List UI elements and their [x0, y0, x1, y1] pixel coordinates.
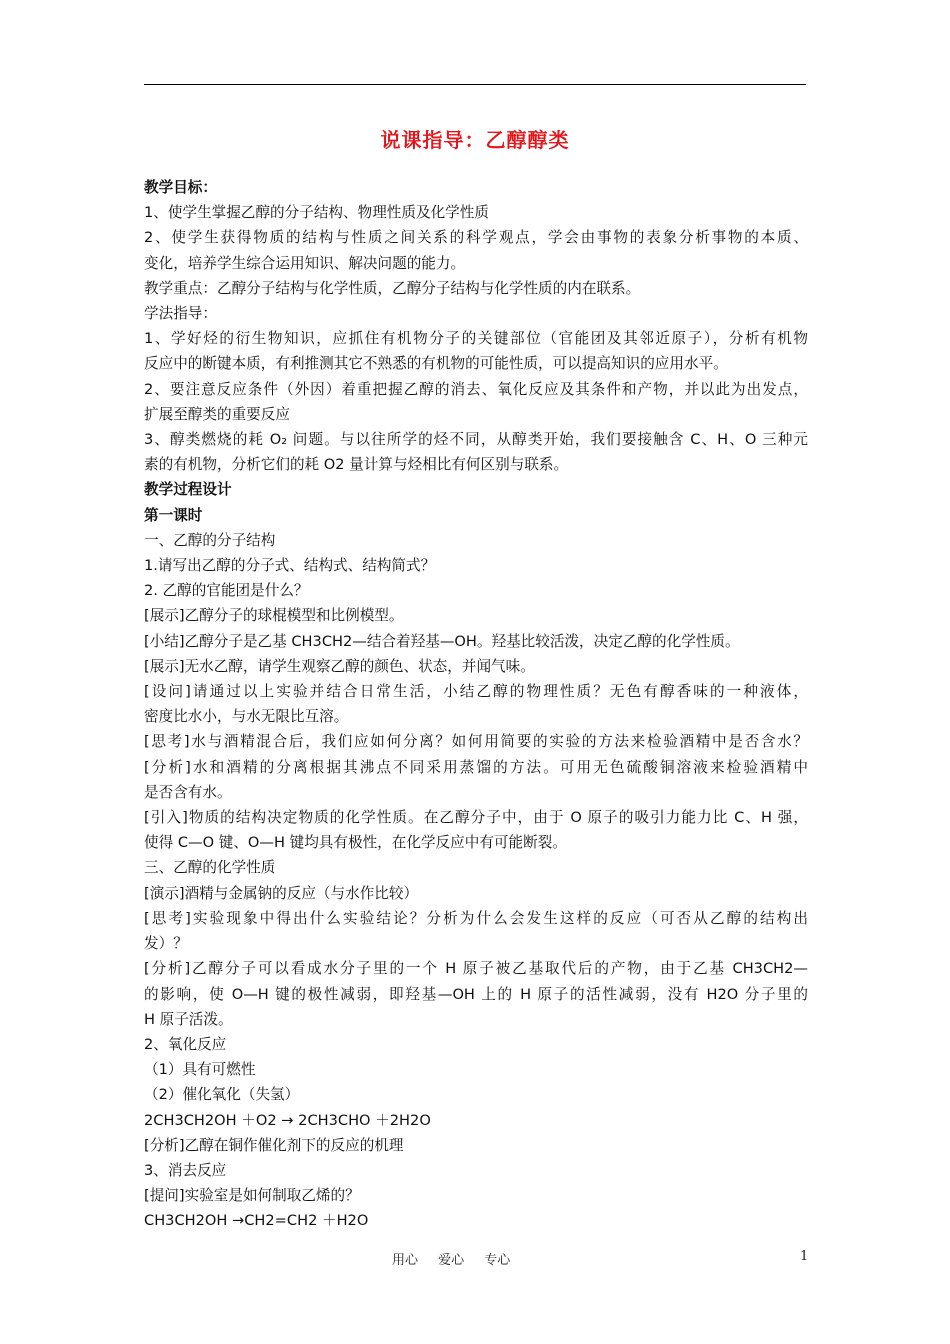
- text-line: [引入]物质的结构决定物质的化学性质。在乙醇分子中，由于 O 原子的吸引力能力比 C、H 强，: [144, 809, 808, 827]
- text-line: （2）催化氧化（失氢）: [144, 1086, 300, 1104]
- text-line: 2. 乙醇的官能团是什么？: [144, 582, 309, 600]
- text-line: [分析]水和酒精的分离根据其沸点不同采用蒸馏的方法。可用无色硫酸铜溶液来检验酒精中: [144, 758, 808, 776]
- text-line: [分析]乙醇在铜作催化剂下的反应的机理: [144, 1136, 404, 1154]
- text-line: CH3CH2OH →CH2=CH2 ＋H2O: [144, 1212, 369, 1230]
- text-line: [演示]酒精与金属钠的反应（与水作比较）: [144, 884, 419, 902]
- text-line: [分析]乙醇分子可以看成水分子里的一个 H 原子被乙基取代后的产物，由于乙基 CH3CH2—: [144, 960, 808, 978]
- text-line: 使得 C—O 键、O—H 键均具有极性，在化学反应中有可能断裂。: [144, 834, 567, 852]
- text-line: 教学目标：: [144, 179, 217, 196]
- text-line: 发）？: [144, 935, 188, 953]
- text-line: （1）具有可燃性: [144, 1061, 256, 1079]
- page-title: 说课指导：乙醇醇类: [380, 128, 570, 152]
- text-line: 2、氧化反应: [144, 1035, 227, 1053]
- text-line: 素的有机物，分析它们的耗 O2 量计算与烃相比有何区别与联系。: [144, 456, 569, 474]
- text-line: 1.请写出乙醇的分子式、结构式、结构简式？: [144, 557, 436, 575]
- text-line: 第一课时: [144, 506, 203, 524]
- text-line: [小结]乙醇分子是乙基 CH3CH2—结合着羟基—OH。羟基比较活泼，决定乙醇的化学性质。: [144, 632, 740, 650]
- text-line: 3、醇类燃烧的耗 O₂ 问题。与以往所学的烃不同，从醇类开始，我们要接触含 C、H、O 三种元: [144, 431, 808, 449]
- text-line: 的影响，使 O—H 键的极性减弱，即羟基—OH 上的 H 原子的活性减弱，没有 H2O 分子里的: [144, 985, 808, 1003]
- page-number: 1: [800, 1249, 809, 1264]
- text-line: 三、乙醇的化学性质: [144, 859, 276, 877]
- footer-motto: 用心 爱心 专心: [392, 1253, 511, 1268]
- text-line: 2、要注意反应条件（外因）着重把握乙醇的消去、氧化反应及其条件和产物，并以此为出发点，: [144, 380, 808, 398]
- text-line: 1、学好烃的衍生物知识，应抓住有机物分子的关键部位（官能团及其邻近原子），分析有机物: [144, 330, 808, 348]
- text-line: [思考]实验现象中得出什么实验结论？分析为什么会发生这样的反应（可否从乙醇的结构出: [144, 909, 808, 927]
- text-line: [展示]无水乙醇，请学生观察乙醇的颜色、状态，并闻气味。: [144, 657, 535, 675]
- text-line: [展示]乙醇分子的球棍模型和比例模型。: [144, 607, 404, 625]
- text-line: [设问]请通过以上实验并结合日常生活，小结乙醇的物理性质？无色有醇香味的一种液体，: [144, 683, 808, 701]
- text-line: [思考]水与酒精混合后，我们应如何分离？如何用简要的实验的方法来检验酒精中是否含水？: [144, 733, 808, 751]
- document-body: [144, 175, 808, 1234]
- text-line: [提问]实验室是如何制取乙烯的？: [144, 1187, 360, 1205]
- text-line: 是否含有水。: [144, 783, 232, 801]
- text-line: 3、消去反应: [144, 1161, 227, 1179]
- text-line: H 原子活泼。: [144, 1010, 233, 1028]
- text-line: 2、使学生获得物质的结构与性质之间关系的科学观点，学会由事物的表象分析事物的本质、: [144, 229, 808, 247]
- text-line: 一、乙醇的分子结构: [144, 531, 276, 549]
- text-line: 教学过程设计: [144, 481, 232, 499]
- text-line: 变化，培养学生综合运用知识、解决问题的能力。: [144, 254, 466, 272]
- text-line: 教学重点：乙醇分子结构与化学性质，乙醇分子结构与化学性质的内在联系。: [144, 279, 641, 297]
- text-line: 学法指导：: [144, 305, 217, 323]
- text-line: 反应中的断键本质，有利推测其它不熟悉的有机物的可能性质，可以提高知识的应用水平。: [144, 355, 728, 373]
- text-line: 2CH3CH2OH ＋O2 → 2CH3CHO ＋2H2O: [144, 1111, 431, 1129]
- text-line: 扩展至醇类的重要反应: [144, 405, 290, 423]
- text-line: 1、使学生掌握乙醇的分子结构、物理性质及化学性质: [144, 204, 489, 222]
- text-line: 密度比水小，与水无限比互溶。: [144, 708, 349, 726]
- header-rule: [144, 84, 806, 85]
